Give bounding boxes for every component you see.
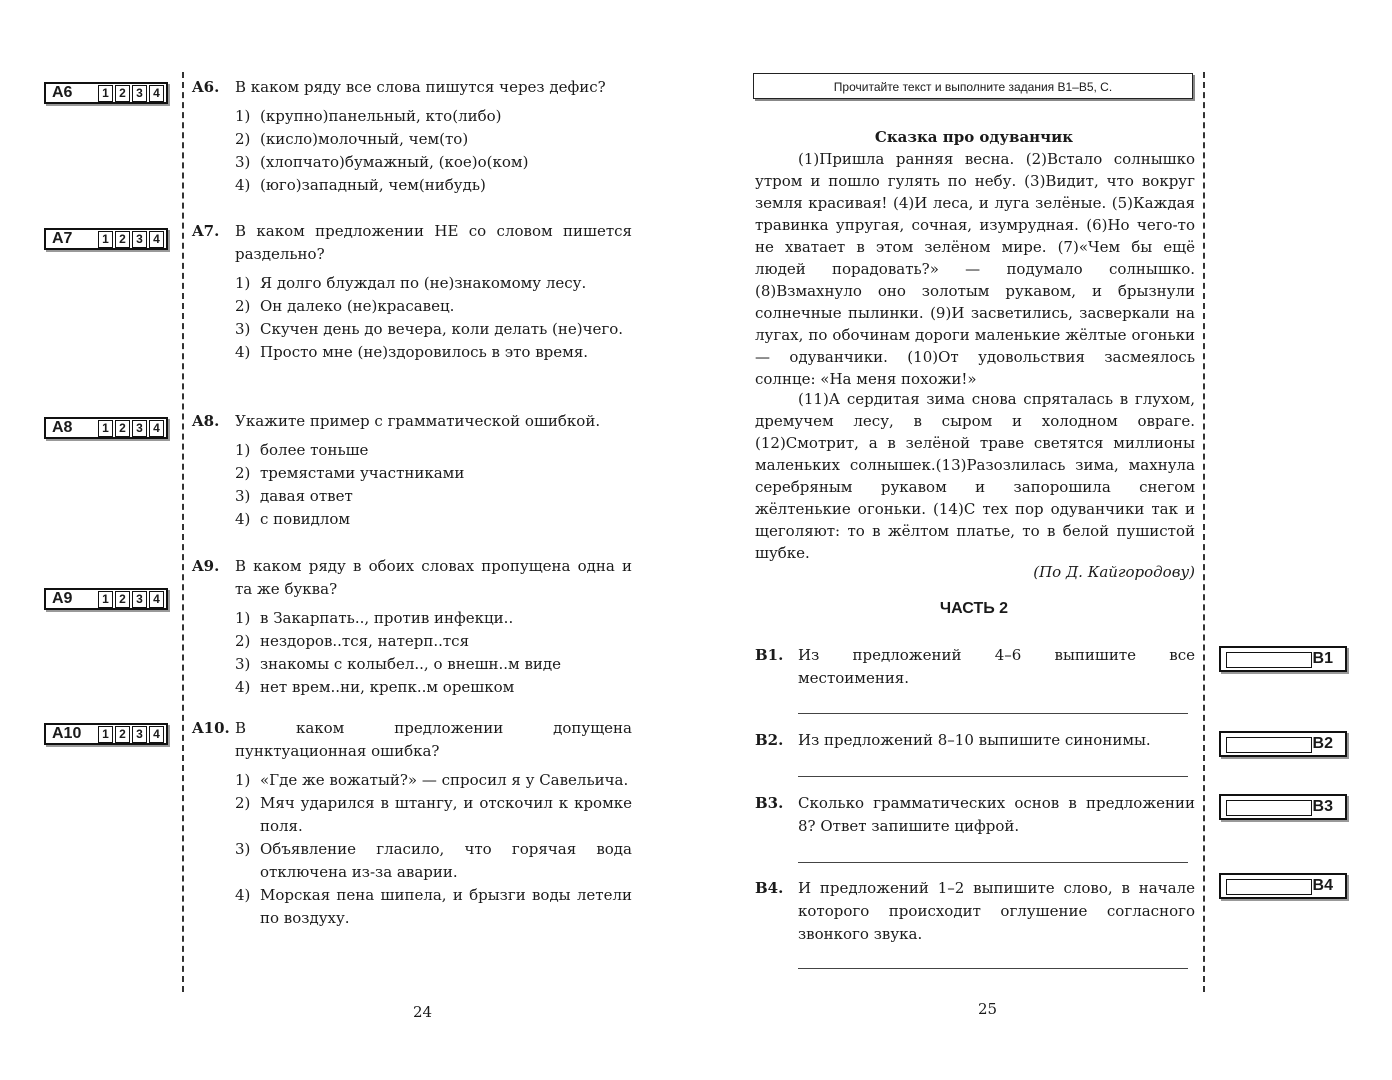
answer-box-b3: [1219, 794, 1347, 820]
answer-cell[interactable]: 3: [132, 591, 147, 608]
answer-box-label: A9: [52, 590, 73, 607]
option-list: [235, 439, 632, 531]
option: 2) (кисло)молочный, чем(то): [235, 130, 469, 148]
answer-field[interactable]: [1226, 652, 1312, 668]
question-b1: [755, 644, 1195, 690]
answer-box-a10: [44, 723, 168, 745]
question-number: A6.: [192, 78, 220, 96]
option: 2) Мяч ударился в штангу, и отскочил к кромке поля.: [235, 794, 632, 835]
text-author: (По Д. Кайгородову): [1033, 563, 1195, 581]
question-number: A10.: [192, 719, 230, 737]
question-stem: Укажите пример с грамматической ошибкой.: [235, 412, 601, 430]
answer-cell[interactable]: 3: [132, 726, 147, 743]
answer-line[interactable]: [798, 713, 1188, 714]
answer-cell[interactable]: 2: [115, 420, 130, 437]
answer-box-label: A8: [52, 419, 73, 436]
answer-cell[interactable]: 4: [149, 420, 164, 437]
question-stem: В каком ряду в обоих словах пропущена одна и та же буква?: [235, 557, 632, 598]
option: 1) более тоньше: [235, 441, 369, 459]
answer-cell[interactable]: 4: [149, 591, 164, 608]
answer-cell[interactable]: 3: [132, 85, 147, 102]
option-list: [235, 769, 632, 930]
answer-cell[interactable]: 4: [149, 231, 164, 248]
question-a10: [192, 717, 632, 930]
option: 3) Скучен день до вечера, коли делать (не)чего.: [235, 320, 624, 338]
answer-line[interactable]: [798, 968, 1188, 969]
answer-box-b4: [1219, 873, 1347, 899]
question-number: A9.: [192, 557, 220, 575]
answer-cell[interactable]: 1: [98, 231, 113, 248]
text-paragraph: (1)Пришла ранняя весна. (2)Встало солнышко утром и пошло гулять по небу. (3)Видит, что вокруг земля красивая! (4)И леса, и луга зелёные. (5)Каждая травинка упругая, сочная, изумрудная. (6)Но чего-то не хватает в этом зелёном мире. (7)«Чем бы ещё людей порадовать?» — подумало солнышко. (8)Взмахнуло оно золотым рукавом, и брызнули солнечные пылинки. (9)И засветились, засверкали на лугах, по обочинам дороги маленькие жёлтые огоньки — одуванчики. (10)От удовольствия засмеялось солнце: «На меня похожи!»: [755, 150, 1195, 388]
answer-box-a6: [44, 82, 168, 104]
answer-cell[interactable]: 1: [98, 420, 113, 437]
option: 4) Морская пена шипела, и брызги воды летели по воздуху.: [235, 886, 632, 927]
text-paragraph: (11)А сердитая зима снова спряталась в глухом, дремучем лесу, в сыром и холодном овраге. (12)Смотрит, а в зелёной траве светятся миллионы маленьких солнышек.(13)Разозлилась зима, махнула серебряным рукавом и запорошила снегом жёлтенькие огоньки. (14)С тех пор одуванчики так и щеголяют: то в жёлтом платье, то в белой пушистой шубке.: [755, 390, 1195, 562]
answer-cell[interactable]: 1: [98, 591, 113, 608]
answer-field[interactable]: [1226, 800, 1312, 816]
answer-box-label: B3: [1312, 798, 1333, 815]
answer-cell[interactable]: 1: [98, 85, 113, 102]
question-a9: [192, 555, 632, 699]
answer-box-label: A10: [52, 725, 82, 742]
option: 3) (хлопчато)бумажный, (кое)о(ком): [235, 153, 529, 171]
answer-cell[interactable]: 4: [149, 726, 164, 743]
option: 4) Просто мне (не)здоровилось в это время.: [235, 343, 589, 361]
answer-field[interactable]: [1226, 737, 1312, 753]
option: 1) Я долго блуждал по (не)знакомому лесу.: [235, 274, 587, 292]
option: 1) в Закарпать.., против инфекци..: [235, 609, 514, 627]
question-number: B3.: [755, 794, 784, 812]
option-list: [235, 607, 632, 699]
question-stem: В каком предложении НЕ со словом пишется раздельно?: [235, 222, 632, 263]
option: 3) давая ответ: [235, 487, 353, 505]
option: 2) Он далеко (не)красавец.: [235, 297, 455, 315]
answer-box-label: B4: [1312, 877, 1333, 894]
answer-box-a9: [44, 588, 168, 610]
answer-cell[interactable]: 2: [115, 726, 130, 743]
answer-cell[interactable]: 1: [98, 726, 113, 743]
option-list: [235, 272, 632, 364]
page-number-right: 25: [978, 1000, 998, 1018]
text-title: Сказка про одуванчик: [874, 128, 1074, 146]
question-number: A7.: [192, 222, 220, 240]
question-stem: Сколько грамматических основ в предложении 8? Ответ запишите цифрой.: [798, 794, 1195, 835]
question-a6: [192, 76, 632, 197]
option: 4) (юго)западный, чем(нибудь): [235, 176, 486, 194]
option: 2) тремястами участниками: [235, 464, 465, 482]
answer-box-label: A7: [52, 230, 73, 247]
answer-cell[interactable]: 3: [132, 231, 147, 248]
cut-line-left: [182, 72, 184, 992]
answer-field[interactable]: [1226, 879, 1312, 895]
cut-line-right: [1203, 72, 1205, 992]
answer-cell[interactable]: 3: [132, 420, 147, 437]
option: 3) Объявление гласило, что горячая вода отключена из-за аварии.: [235, 840, 632, 881]
question-stem: И предложений 1–2 выпишите слово, в начале которого происходит оглушение согласного звонкого звука.: [798, 879, 1195, 943]
answer-box-label: B1: [1312, 650, 1333, 667]
question-b4: [755, 877, 1195, 946]
question-stem: В каком ряду все слова пишутся через дефис?: [235, 78, 606, 96]
question-a7: [192, 220, 632, 364]
question-stem: В каком предложении допущена пунктуационная ошибка?: [235, 719, 632, 760]
option: 2) нездоров..тся, натерп..тся: [235, 632, 470, 650]
question-stem: Из предложений 8–10 выпишите синонимы.: [798, 731, 1151, 749]
answer-cell[interactable]: 2: [115, 85, 130, 102]
page-number-left: 24: [413, 1003, 433, 1021]
answer-cell[interactable]: 4: [149, 85, 164, 102]
option: 4) с повидлом: [235, 510, 351, 528]
option-list: [235, 105, 632, 197]
answer-box-label: B2: [1312, 735, 1333, 752]
answer-line[interactable]: [798, 862, 1188, 863]
instruction-header: Прочитайте текст и выполните задания В1–В5, С.: [753, 73, 1193, 99]
option: 1) (крупно)панельный, кто(либо): [235, 107, 502, 125]
question-number: B1.: [755, 646, 784, 664]
answer-cell[interactable]: 2: [115, 231, 130, 248]
question-b2: [755, 729, 1195, 752]
option: 4) нет врем..ни, крепк..м орешком: [235, 678, 515, 696]
question-a8: [192, 410, 632, 531]
question-number: B4.: [755, 879, 784, 897]
answer-cell[interactable]: 2: [115, 591, 130, 608]
question-number: B2.: [755, 731, 784, 749]
part-title: ЧАСТЬ 2: [939, 600, 1009, 617]
question-b3: [755, 792, 1195, 838]
option: 3) знакомы с колыбел.., о внешн..м виде: [235, 655, 562, 673]
question-number: A8.: [192, 412, 220, 430]
answer-box-b1: [1219, 646, 1347, 672]
answer-box-b2: [1219, 731, 1347, 757]
option: 1) «Где же вожатый?» — спросил я у Савельича.: [235, 771, 629, 789]
answer-box-a8: [44, 417, 168, 439]
question-stem: Из предложений 4–6 выпишите все местоимения.: [798, 646, 1195, 687]
answer-box-a7: [44, 228, 168, 250]
answer-line[interactable]: [798, 776, 1188, 777]
answer-box-label: A6: [52, 84, 73, 101]
